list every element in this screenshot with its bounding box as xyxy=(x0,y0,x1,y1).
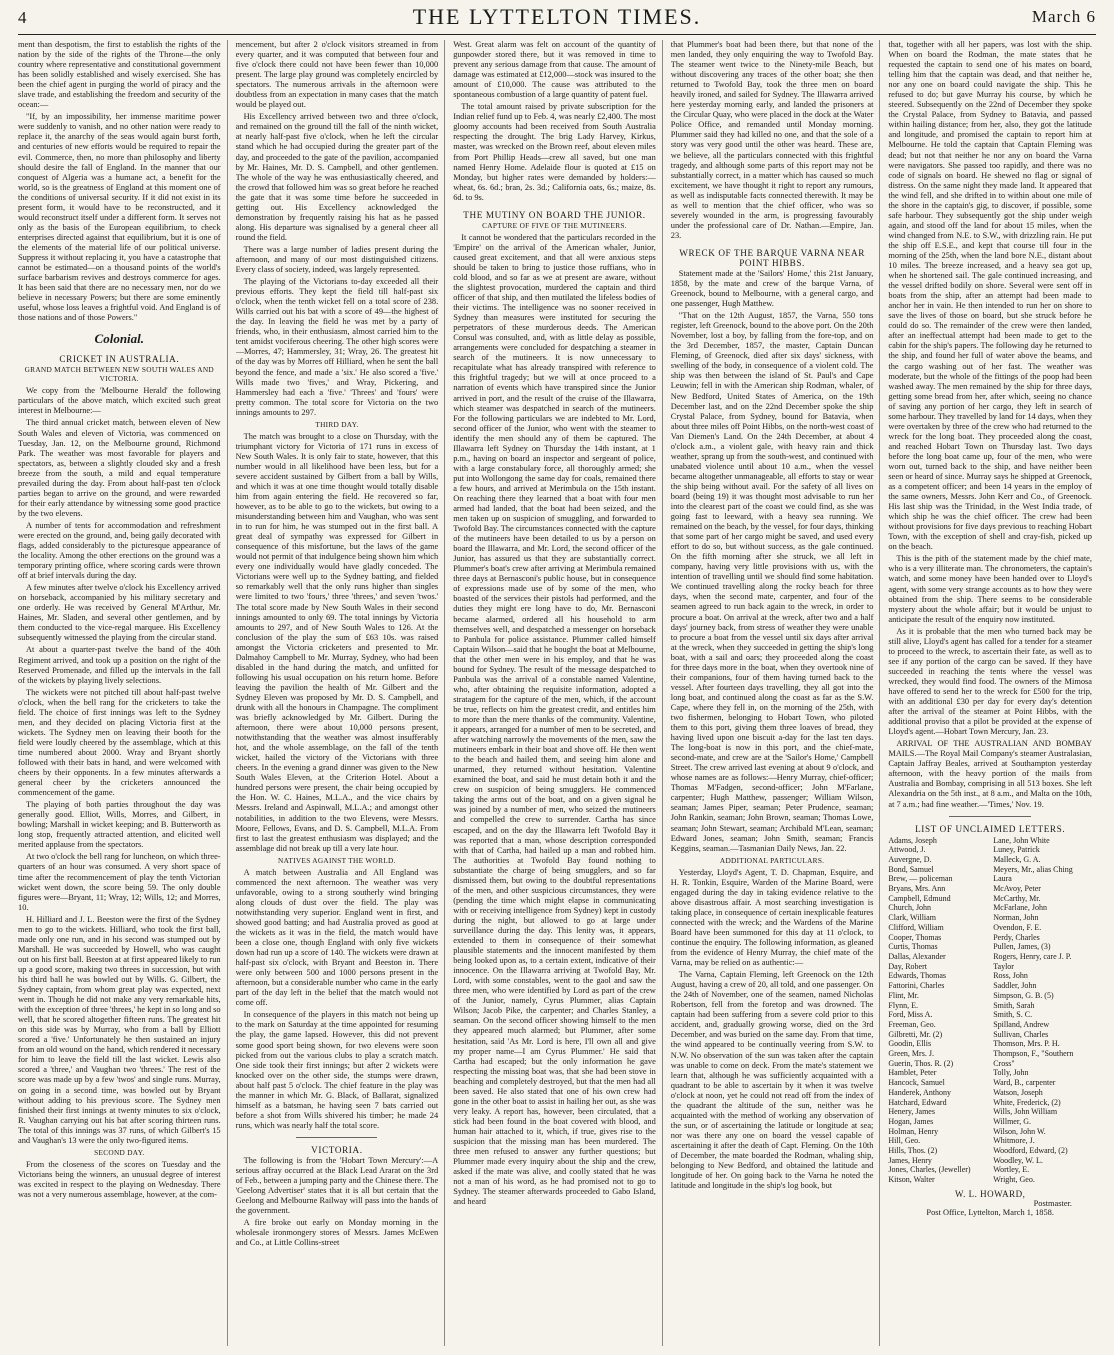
list-item: Flint, Mr. xyxy=(888,990,919,1000)
list-item: Jones, Charles, (Jeweller) xyxy=(888,1165,971,1175)
newspaper-columns xyxy=(18,40,1098,1346)
list-item: Freeman, Geo. xyxy=(888,1019,936,1029)
paragraph: The following is from the 'Hobart Town Mercury':—A serious affray occurred at the Black Lead Ararat on the 3rd of Feb., between a jumping party and the Chinese there. The 'Geelong Advertiser' states that it is all but certain that the Geelong and Melbourne Railway will pass into the hands of the government. xyxy=(235,1155,439,1216)
newspaper-title: THE LYTTELTON TIMES. xyxy=(412,4,702,29)
headline-mutiny: THE MUTINY ON BOARD THE JUNIOR. xyxy=(463,209,646,220)
list-item: Brew, — policeman xyxy=(888,874,953,884)
list-item: Woodley, W. L. xyxy=(993,1155,1043,1165)
paragraph: At two o'clock the bell rang for luncheon, on which three-quarters of an hour was consumed. A very short space of time after the recommencement of play the tenth Victorian wicket went down, the score being 59. The only double figures were—Bryant, 11; Wray, 12; Wills, 12; and Morres, 10. xyxy=(18,852,221,912)
list-item: Rogers, Henry, care J. P. Taylor xyxy=(993,952,1072,971)
column-5 xyxy=(888,40,1098,1346)
list-item: Whitmore, J. xyxy=(993,1136,1035,1146)
subheadline-additional: ADDITIONAL PARTICULARS. xyxy=(719,855,825,865)
list-item: Cooper, Thomas xyxy=(888,932,942,942)
subheadline-third-day: THIRD DAY. xyxy=(315,419,359,429)
paragraph: A few minutes after twelve o'clock his Excellency arrived on horseback, accompanied by his military secretary and one orderly. He was received by General M'Arthur, Mr. Haines, Mr. Sladen, and several other gentlemen, and by them conducted to the vice-regal marquee. His Excellency subsequently witnessed the playing from the circular stand. xyxy=(18,583,221,643)
paragraph: The wickets were not pitched till about half-past twelve o'clock, when the bell rang for the cricketers to take the field. The choice of first innings was left to the Sydney men, and they decided on placing Victoria first at the wickets. The Sydney men on leaving their booth for the field were loudly cheered by the assemblage, which at this time numbered about 2000. Wray and Bryant shortly followed with their bats in hand, and were welcomed with cheers by their opponents. In a few minutes afterwards a general cheer by the cricketers announced the commencement of the game. xyxy=(18,687,221,798)
list-item: Malleck, G. A. xyxy=(993,854,1041,864)
list-item: Edwards, Thomas xyxy=(888,971,947,981)
article-england-intro xyxy=(18,40,221,323)
paragraph: The match was brought to a close on Thursday, with the triumphant victory for Victoria of 171 runs in excess of New South Wales. It is only fair to state, however, that this number would in all likelihood have been less, but for a severe accident sustained by Gilbert from a ball by Wills, and which it was at one time thought would totally disable him from again entering the field. He recovered so far, however, as to be able to go to the wickets, but owing to a misunderstanding between him and Vaughan, who was sent in to run for him, he was stumped out in the first ball. A great deal of sympathy was expressed for Gilbert in consequence of this misfortune, but the laws of the game would not permit of that indulgence being shown him which every one individually would have gladly conceded. The Victorians were well up to the Sydney batting, and fielded so remarkably well that the only runs higher than singles were limited to two 'fours,' three 'threes,' and seven 'twos.' The total score made by New South Wales in their second innings amounted to only 69. The total innings by Victoria amounts to 297, and of New South Wales to 126. At the conclusion of the play the sum of £63 10s. was raised amongst the Victoria cricketers and presented to Mr. Dalmahoy Campbell to Mr. Murray, Sydney, who had been disabled in the hand during the match, and unfitted for following his usual occupation on his return home. Before leaving the pavilion the health of Mr. Gilbert and the Sydney Eleven was proposed by Mr. D. S. Campbell, and drunk with all the honours in Champagne. The compliment was briefly acknowledged by Mr. Gilbert. During the afternoon, there were about 10,000 persons present, notwithstanding that the weather was almost insufferably hot, and the whole assemblage, on the fall of the tenth wicket, hailed the victory of the Victorians with three cheers. In the evening a grand dinner was given to the New South Wales Eleven, at the Criterion Hotel. About a hundred persons were present, the chair being occupied by the Hon. W. C. Haines, M.L.A., and the vice chairs by Messrs. Ireland and Aspinwall, M.L.A.; and amongst other notabilities, in addition to the two Elevens, were Messrs. Moore, Fellows, Evans, and D. S. Campbell, M.L.A. From first to last the greatest enthusiasm was displayed; and the assemblage did not break up till a very late hour. xyxy=(235,431,439,853)
paragraph: The Varna, Captain Fleming, left Greenock on the 12th August, having a crew of 20, all told, and one passenger. On the 24th of November, one of the seamen, named Nicholas Robertson, fell from the foretop and was drowned. The captain had been suffering from a severe cold prior to this accident, and, gradually growing worse, died on the 3rd December, and was buried on the same day. From that time, the wind appeared to be continually veering from S.W. to N.W. No observation of the sun was taken after the captain was unable to come on deck. From the mate's statement we learn that, although he was sufficiently acquainted with a quadrant to be able to ascertain by it when it was twelve o'clock at noon, yet he could not read off from the index of the quadrant the altitude of the sun, neither was he acquainted with the method of working any observation of the sun, or of ascertaining the latitude or longitude at sea; nor was there any one on board the vessel capable of ascertaining it after the death of Capt. Fleming. On the 10th of December, the mate boarded the Rodman, whaling ship, belonging to New Bedford, and obtained the latitude and longitude of her. On going back to the Varna he noted the latitude and longitude in the ship's log book, but xyxy=(670,970,874,1191)
list-item: Hills, Thos. (2) xyxy=(888,1146,938,1156)
list-item: Green, Mrs. J. xyxy=(888,1049,934,1059)
paragraph-mails xyxy=(888,739,1092,809)
list-item: Smith, Sarah xyxy=(993,1000,1035,1010)
list-item: Thomson, Mrs. P. H. xyxy=(993,1039,1060,1049)
list-item: Smith, S. C. xyxy=(993,1010,1033,1020)
list-item: Guerin, Thos. R. (2) xyxy=(888,1058,954,1068)
list-item: Auvergne, D. xyxy=(888,854,932,864)
list-item: Clifford, William xyxy=(888,922,944,932)
paragraph: The playing of the Victorians to-day exceeded all their previous efforts. They kept the field till half-past six o'clock, when the tenth wicket fell on a total score of 238. Wills carried out his bat with a score of 49—the highest of the day. In leaving the field he was met by a party of friends, who, in their enthusiasm, almost carried him to the tent amidst vociferous cheering. The other high scores were—Morres, 47; Hammersley, 31; Wray, 26. The greatest hit of the day was by Morres off Hilliard, when he sent the ball beyond the fence, and made a 'six.' He also scored a 'five.' Wills made two 'fives,' and Wray, Pickering, and Hammersley had each a 'five.' 'Threes' and 'fours' were pretty common. The total score for Victoria on the two innings amounts to 297. xyxy=(235,277,439,417)
list-item: Ross, John xyxy=(993,971,1028,981)
list-item: Saddler, John xyxy=(993,981,1037,991)
paragraph: As it is probable that the men who turned back may be still alive, Lloyd's agent has called for a tender for a steamer to proceed to the wreck, to ascertain their fate, as well as to see if any portion of the cargo can be saved. If they have succeeded in reaching the tents where the vessel was wrecked, they would find food. The owners of the Mimosa have offered to send her to the wreck for £500 for the trip, with an additional £30 per day for every day's detention after the arrival of the steamer at Point Hibbs, with the additional proviso that a pilot be provided at the expense of Lloyd's agent.—Hobart Town Mercury, Jan. 23. xyxy=(888,626,1092,737)
mails-heading: ARRIVAL OF THE AUSTRALIAN AND BOMBAY MAILS. xyxy=(888,739,1092,759)
paragraph: From the closeness of the scores on Tuesday and the Victorians being the winners, an unusual degree of interest was excited in respect to the playing on Wednesday. There was not a very numerous assemblage, however, at the com- xyxy=(18,1159,221,1199)
signature-title: Postmaster. xyxy=(1033,1198,1072,1208)
list-item: Hancock, Samuel xyxy=(888,1078,945,1088)
list-item: Handerek, Anthony xyxy=(888,1087,952,1097)
list-item: Bond, Samuel xyxy=(888,864,934,874)
list-item: Simpson, G. B. (5) xyxy=(993,990,1054,1000)
issue-date: March 6 xyxy=(1031,7,1096,26)
list-item: Ovendon, F. E. xyxy=(993,922,1042,932)
list-item: Gilbretti, Mr. (2) xyxy=(888,1029,943,1039)
list-item: Clark, William xyxy=(888,913,936,923)
list-item: Fattorini, Charles xyxy=(888,981,945,991)
list-item: Watson, Joseph xyxy=(993,1087,1043,1097)
letters-list-left xyxy=(888,836,987,1185)
list-item: Wilson, John W. xyxy=(993,1126,1046,1136)
list-item: Hogan, James xyxy=(888,1116,934,1126)
headline-varna-wreck: WRECK OF THE BARQUE VARNA NEAR POINT HIBBS. xyxy=(679,247,865,268)
paragraph: There was a large number of ladies present during the afternoon, and many of our most distinguished citizens. Every class of society, indeed, was largely represented. xyxy=(235,244,439,275)
list-item: Kitson, Walter xyxy=(888,1175,935,1185)
headline-unclaimed-letters: LIST OF UNCLAIMED LETTERS. xyxy=(915,823,1066,834)
list-item: Meyers, Mr., alias Ching Laura xyxy=(993,864,1073,884)
list-item: Norman, John xyxy=(993,913,1039,923)
section-heading-colonial: Colonial. xyxy=(94,331,145,347)
paragraph: The third annual cricket match, between eleven of New South Wales and eleven of Victoria, was commenced on Tuesday, Jan. 12, on the Melbourne ground, Richmond Park. The weather was most favorable for players and spectators, as, between a slightly clouded sky and a fresh breeze from the south, a mild and equal temperature prevailed during the day. From about half-past ten o'clock parties began to arrive on the ground, and were rewarded for their early attendance by witnessing some good practice by the two elevens. xyxy=(18,418,221,518)
list-item: Perdy, Charles xyxy=(993,932,1040,942)
list-item: Bryans, Mrs. Ann xyxy=(888,884,946,894)
paragraph: ment than despotism, the first to establish the rights of the nation by the side of the rights of the Throne—the only country where representative and constitutional government has been solidly established and wisely exercised. She has been the chief agent in purging the world of piracy and the slave trade, and establishing the freedom and security of the ocean:— xyxy=(18,40,221,110)
paragraph: At about a quarter-past twelve the band of the 40th Regiment arrived, and took up a position on the right of the Reserved Promenade, and filled up the intervals in the fall of the wickets by playing lively selections. xyxy=(18,645,221,685)
article-cricket xyxy=(18,386,221,1145)
paragraph: that, together with all her papers, was lost with the ship. When on board the Rodman, the mate states that he requested the captain to send one of his mates on board, telling him that the captain was dead, and that neither he, nor any one on board could navigate the ship. This he refused to do; but gave Murray his course, by which he steered. Subsequently on the 22nd of December they spoke the Crystal Palace, from Sydney to Batavia, and passed within hailing distance; from her, also, they got the latitude and longitude, and promised the captain to report him at Melbourne. He told the captain that Captain Fleming was dead; but not that neither he nor any on board the Varna were navigators. She passed too rapidly, and there was no code of signals on board. He shewed no flag or signal of distress. On the same night they made land. It appeared that the wind fell, and she drifted in to within about one mile of the shore in the captain's gig, to discover, if possible, some safe harbour. They subsequently got the ship under weigh again, and stood off the land for about 15 miles, when the wind changed from N.E. to S.W., with drizzling rain. He put the ship off E.S.E., and kept that course till four in the morning of the 25th, when the land bore N.E., distant about 10 miles. The breeze increased, and a heavy sea got up, when he shortened sail. The gale continued increasing, and the vessel drifted bodily on shore. Several were sent off in boats from the ship, after an attempt had been made to anchor her in vain. He then intended to run her on shore to save the lives of those on board, but she struck before he could do so. The remainder of the crew were then landed, after an ineffectual attempt had been made to get to the cabin for the ship's papers. The following day he returned to the ship, and found her full of water above the beams, and the cargo washing out of her fast. The weather was moderate, but the whole of the fittings of the poop had been washed away. The men remained by the ship for three days, getting some bread from her, after which, seeing no chance of saving any portion of her cargo, they left in search of some harbour. They travelled by land for 14 days, when they were overtaken by three of the crew who had returned to the wreck for the long boat. They proceeded along the coast, and reached Hobart Town on Thursday last. Two days before the long boat came up, four of the men, who were worn out, turned back to the ship, and have neither been seen or heard of since. Murray says he shipped at Greenock, as a competent officer; and been 14 years in the employ of the same owners, Messrs. John Kerr and Co., of Greenock. His last ship was the Trinidad, in the West India trade, of which ship he was the chief officer. The crew had been without provisions for five days previous to reaching Hobart Town, with the exception of shell and cray-fish, picked up on the beach. xyxy=(888,40,1092,552)
column-1 xyxy=(18,40,228,1346)
list-item: Spilland, Andrew xyxy=(993,1019,1050,1029)
list-item: Church, John xyxy=(888,903,932,913)
subheadline-mutiny: CAPTURE OF FIVE OF THE MUTINEERS. xyxy=(482,220,627,230)
paragraph: A fire broke out early on Monday morning in the wholesale ironmongery stores of Messrs. James McEwen and Co., at Little Collins-street xyxy=(235,1218,439,1248)
list-item: Day, Robert xyxy=(888,961,927,971)
paragraph: mencement, but after 2 o'clock visitors streamed in from every quarter, and it was computed that between four and five o'clock there could not have been fewer than 10,000 present. The large play ground was completely encircled by spectators. The numerous arrivals in the afternoon were doubtless from an expectation in many cases that the match would be played out. xyxy=(235,40,439,110)
list-item: Tolly, John xyxy=(993,1068,1029,1078)
divider xyxy=(949,816,1030,817)
list-item: Attwood, J. xyxy=(888,845,926,855)
paragraph: Statement made at the 'Sailors' Home,' this 21st January, 1858, by the mate and crew of the barque Varna, of Greenock, bound to Melbourne, with a general cargo, and one passenger, Hugh Matthew. xyxy=(670,268,874,309)
paragraph: His Excellency arrived between two and three o'clock, and remained on the ground till the fall of the ninth wicket, at nearly half-past five o'clock, when he left the circular stand which he had occupied during the greater part of the day, and proceeded to the gate of the pavilion, accompanied by Mr. Haines, Mr. D. S. Campbell, and other gentlemen. The whole of the way he was enthusiastically cheered, and the crowd that followed him was so great before he reached the gate that it was some time before he succeeded in getting out. His Excellency acknowledged the demonstration by frequently raising his hat as he passed along. His departure was signalised by a general cheer all round the field. xyxy=(235,112,439,242)
signature-name: W. L. HOWARD, xyxy=(954,1188,1026,1199)
subheadline-second-day: SECOND DAY. xyxy=(94,1147,145,1157)
paragraph: West. Great alarm was felt on account of the quantity of gunpowder stored there, but it was removed in time to prevent any serious damage from that cause. The amount of damage was estimated at £12,000—stock was insured to the amount of £10,000. The cause was attributed to the spontaneous combustion of a large quantity of patent fuel. xyxy=(453,40,656,100)
paragraph: A match between Australia and All England was commenced the next afternoon. The weather was very unfavorable, owing to a strong southerly wind bringing along clouds of dust over the field. The play was notwithstanding very superior. England went in first, and showed good batting; and had Australia proved as good at the wickets as it was in the field, the match would have been a close one, though England with only five wickets down had run up a score of 140. The wickets were drawn at half-past six o'clock, with Bryant and Beeston in. There were only between 500 and 1000 persons present in the afternoon, but a considerable number who came in the early part of the day left in the belief that the match would not come off. xyxy=(235,867,439,1008)
list-item: Dallas, Alexander xyxy=(888,952,946,961)
list-item: Ford, Miss A. xyxy=(888,1010,933,1020)
list-item: Adams, Joseph xyxy=(888,835,937,845)
list-item: Luney, Patrick xyxy=(993,845,1040,855)
list-item: McFarlane, John xyxy=(993,903,1047,913)
paragraph: A number of tents for accommodation and refreshment were erected on the ground, and, being gaily decorated with flags, added considerably to the picturesque appearance of the locality. Among the other erections on the ground was a temporary printing office, where scoring cards were thrown off at brief intervals during the day. xyxy=(18,520,221,581)
list-item: Hill, Geo. xyxy=(888,1136,921,1146)
signature-place: Post Office, Lyttelton, March 1, 1858. xyxy=(926,1207,1054,1217)
paragraph: that Plummer's boat had been there, but that none of the men landed, they only enquiring the way to Twofold Bay. The steamer went twice to the Ninety-mile Beach, but without discovering any traces of the other boat; she then returned to Twofold Bay, took the three men on board heavily ironed, and sailed for Sydney. The Illawarra arrived here yesterday morning early, and landed the prisoners at the Circular Quay, who were placed in the dock at the Water Police Office, and remanded until Monday morning. Plummer said they had killed no one, and that the sole of a story was very good until the other was heard. These are, we believe, all the particulars connected with this frightful tragedy, and although some parts of this report may not be substantially correct, in a matter which has caused so much excitement, we have thought it right to report any rumours, as well as indisputable facts connected therewith. It may be as well to mention that the chief officer, who was so severely wounded in the arm, is progressing favourably under the professional care of Dr. Nathan.—Empire, Jan. 23. xyxy=(670,40,874,240)
list-item: Curtis, Thomas xyxy=(888,942,938,952)
column-3 xyxy=(453,40,663,1346)
column-4 xyxy=(671,40,881,1346)
list-item: McCarthy, Mr. xyxy=(993,893,1041,903)
paragraph: It cannot be wondered that the particulars recorded in the 'Empire' on the arrival of the American whaler, Junior, caused great excitement, and that all were anxious steps should be taken to bring to justice those ruffians, who in cold blood, and so far as we at present are aware, without the slightest provocation, murdered the captain and third officer of that ship, and then mutilated the lifeless bodies of their victims. The intelligence was no sooner received in Sydney than measures were instituted for securing the perpetrators of these murderous deeds. The American Consul was consulted, and, with as little delay as possible, arrangements were concluded for despatching a steamer in search of the mutineers. It is now unnecessary to recapitulate what has already transpired with reference to this frightful tragedy; but we will at once proceed to a narration of events which have transpired since the Junior arrived in port, and the result of the cruise of the Illawarra, which steamer was despatched in search of the mutineers. For the following particulars we are indebted to Mr. Lord, second officer of the Junior, who went with the steamer to identify the men should any of them be captured. The Illawarra left Sydney on Thursday the 14th instant, at 1 p.m., having on board an inspector and sergeant of police, with a large constabulary force, all thoroughly armed; she put into Wollongong the same day for coals, remained there a few hours, and arrived at Merimbula on the 15th instant. On reaching there they learned that a boat with four men armed had landed, that the boat had been seized, and the men taken up on suspicion of smuggling, and forwarded to Twofold Bay. The circumstances connected with the capture of the mutineers have been detailed to us by a person on board the Illawarra, and Mr. Lord, the second officer of the Junior, has assured us that they are substantially correct. Plummer's boat's crew after arriving at Merimbula remained three days at Bernasconi's public house, but in consequence of expressions made use of by some of the men, who boasted of the services their pistols had performed, and the duties they might ere long have to do, Mr. Bernasconi became alarmed, ordered all his household to arm themselves well, and despatched a messenger on horseback to Panbula for police assistance. Plummer called himself Captain Wilson—said that he bought the boat at Melbourne, that the other men were in his employ, and that he was bound for Sydney. The result of the message despatched to Panbula was the arrival of a constable named Valentine, who, after obtaining the requisite information, adopted a stratagem for the capture of the men, which, if the account be true, reflects on him the greatest credit, and entitles him to more than the mere thanks of the community. Valentine, it appears, arranged for a number of men to be secreted, and after watching narrowly the movements of the men, saw the mutineers embark in their boat and shove off. He then went to the beach and hailed them, and seeing him alone and unarmed, they returned without hesitation. Valentine examined the boat, and said he must detain both it and the crew on suspicion of being smugglers. He commenced taking the arms out of the boat, and on a given signal he was joined by a number of men, who seized the mutineers and compelled the crew to surrender. Cartha has since escaped, and on the day the Illawarra left Twofold Bay it was reported that a man, whose description corresponded with that of Cartha, had hailed up a man and robbed him. The authorities at Twofold Bay found nothing to substantiate the charge of being smugglers, and so far dismissed them, but owing to the doubtful representations of the men, and other suspicious circumstances, they were (pending the time which might elapse in communicating with or receiving intelligence from Sydney) kept in custody during the night, but allowed to go at large under surveillance during the day. This lenity was, it appears, extended to them in consequence of their somewhat plausible statements and the innocent manifested by them being looked upon as, to a certain extent, indicative of their innocence. On the Illawarra arriving at Twofold Bay, Mr. Lord, with some constables, went to the gaol and saw the three men, who were identified by Lord as part of the crew of the Junior, namely, Cyrus Plummer, alias Captain Wilson; Jacob Pike, the carpenter; and Charles Stanley, a seaman. On the second officer showing himself to the men they appeared much alarmed; but Plummer, after some hesitation, said 'As Mr. Lord is here, I'll own all and give my proper name—I am Cyrus Plummer.' He said that Cartha had escaped; but the only information he gave respecting the missing boat was, that she had been stove in beaching and completely destroyed, but that the men had all been saved. He also stated that one of his own crew had gone in the other boat to assist in hailing her out, as she was very leaky. A report has, however, been circulated, that a stick had been found in the boat covered with blood, and human hair attached to it, which, if true, gives rise to the suspicion that the missing man has been murdered. The three men refused to answer any further questions; but Plummer made every inquiry about the ship and the crew, asked if the mate was alive, and coolly stated that he was not a man of his word, as he had promised not to go to Sydney. The steamer afterwards proceeded to Gabo Island, and heard xyxy=(453,232,656,1207)
letters-list xyxy=(888,836,1092,1185)
paragraph: This is the pith of the statement made by the chief mate, who is a very illiterate man. The chronometers, the captain's watch, and some money have been handed over to Lloyd's agent, with some very strange accounts as to how they were obtained from the ship. There seems to be considerable mystery about the whole affair; but it would be unjust to anticipate the result of the enquiry now instituted. xyxy=(888,554,1092,624)
list-item: Willmer, G. xyxy=(993,1116,1031,1126)
list-item: Hatchard, Edward xyxy=(888,1097,947,1107)
list-item: Henery, James xyxy=(888,1107,935,1117)
list-item: Goodin, Ellis xyxy=(888,1039,932,1049)
list-item: Holman, Henry xyxy=(888,1126,939,1136)
list-item: White, Frederick, (2) xyxy=(993,1097,1061,1107)
list-item: Lane, John White xyxy=(993,835,1050,845)
paragraph: The total amount raised by private subscription for the Indian relief fund up to Feb. 4, was nearly £2,400. The most gloomy accounts had been received from South Australia respecting the drought. The brig Lady Harvey, Kirkus, master, was wrecked on the Brown reef, about eleven miles from Port Phillip Heads—crew all saved, but one man named Henry Home. Adelaide flour is quoted at £15 on Monday, but higher rates were demanded by holders:—wheat, 6s. 6d.; bran, 2s. 3d.; California oats, 6s.; maize, 8s. 6d. to 9s. xyxy=(453,102,656,202)
list-item: McAvoy, Peter xyxy=(993,884,1041,894)
masthead xyxy=(18,4,1096,35)
paragraph: In consequence of the players in this match not being up to the mark on Saturday at the time appointed for resuming the play, the game lapsed. However, this did not prevent some good sport being shown, for two elevens were soon picked from out the various clubs to play a scratch match. One side took their first innings; but after 2 wickets were knocked over on the other side, the stumps were drawn, about half past 5 o'clock. The chief feature in the play was the manner in which Mr. G. Black, of Ballarat, signalized himself as a batsman, he having seen 7 bats carried out before a shot from Wills shivered his timber; he made 24 runs, which was nearly half the total score. xyxy=(235,1010,439,1130)
list-item: Woodford, Edward, (2) xyxy=(993,1146,1068,1156)
paragraph: We copy from the 'Melbourne Herald' the following particulars of the above match, which excited such great interest in Melbourne:— xyxy=(18,386,221,416)
list-item: Flynn, E. xyxy=(888,1000,918,1010)
list-item: Pullen, James, (3) xyxy=(993,942,1051,952)
headline-victoria: VICTORIA. xyxy=(311,1144,363,1155)
list-item: Campbell, Edmund xyxy=(888,893,951,903)
headline-cricket: CRICKET IN AUSTRALIA. xyxy=(59,354,180,365)
list-item: Wright, Geo. xyxy=(993,1175,1035,1185)
page-number: 4 xyxy=(18,8,27,27)
divider xyxy=(296,1137,377,1138)
paragraph: "That on the 12th August, 1857, the Varna, 550 tons register, left Greenock, bound to the above port. On the 20th November, lost a boy, by falling from the fore-top, and on the 3rd December, 1857, the master, Captain Duncan Fleming, of Greenock, died after six days' sickness, with swelling of the body, in consequence of a violent cold. The ship was then between the island of St. Paul's and Cape Leuwin; fell in with the American ship Rodman, whaler, of New Bedford, United States of America, on the 19th December last, and on the 22nd December spoke the ship Crystal Palace, from Sydney, bound for Batavia, when about three miles off Point Hibbs, on the north-west coast of Van Diemen's Land. On the 24th December, at about 4 o'clock a.m., a violent gale, with heavy rain and thick weather, sprang up from the south-west, and continued with unabated violence until about 10 a.m., when the vessel became altogether unmanageable, all efforts to stay or wear the ship being without avail. For the safety of all lives on board (being 19) it was thought most advisable to run her into the clearest part of the coast we could find, as she was going fast to leeward, with a heavy sea running. We remained on the beach, by the vessel, for four days, thinking that some part of her cargo might be saved, and used every effort to do so, but without success, as the gale continued. On the fifth morning after she struck, we all left in company, having very little provisions with us, with the intention of travelling until we should find some habitation. We continued travelling along the rocky beach for three days, when the second mate, carpenter, and four of the seamen agreed to run back again to the wreck, in order to procure a boat. On arrival at the wreck, after two and a half days' journey back, from stress of weather they were unable to procure a boat from the vessel until six days after arrival at the wreck, when they succeeded in getting the ship's long boat, with a sail and oars; they proceeded along the coast for three days more in the boat, when they overtook nine of their companions, four of them having turned back to the vessel. After fourteen days travelling, they all got into the long boat, and continued along the coast as far as the S.W. Cape, where they fell in, on the morning of the 25th, with two fishermen, belonging to Hobart Town, who piloted them to this port, giving them three loaves of bread, they having lived upon one biscuit a-day for the last ten days. The long-boat is now in this port, and the chief-mate, second-mate, and crew are at the 'Sailor's Home,' Campbell Street. The crew arrived last evening at about 9 o'clock, and whose names are as follows:—Henry Murray, chief-officer; Thomas M'Fadgen, second-officer; John M'Farlane, carpenter; Hugh Matthew, passenger; William Wilson, seaman; James Piper, seaman; Peter Prudence, seaman; John Rankin, seaman; John Brown, seaman; Thomas Lowe, seaman; John Stewart, seaman; Archibald M'Lean, seaman; Edward Jones, seaman; John Smith, seaman; Francis Keggins, seaman.—Tasmanian Daily News, Jan. 22. xyxy=(670,311,874,853)
paragraph: The playing of both parties throughout the day was generally good. Elliot, Wills, Morres, and Gilbert, in bowling; Marshall in wicket keeping; and B. Butterworth as long stop, frequently attracted attention, and elicited well merited applause from the spectators. xyxy=(18,800,221,850)
list-item: Sullivan, Charles xyxy=(993,1029,1049,1039)
list-item: Ward, B., carpenter xyxy=(993,1078,1056,1088)
column-2 xyxy=(236,40,446,1346)
list-item: Wills, John William xyxy=(993,1107,1058,1117)
list-item: James, Henry xyxy=(888,1155,932,1165)
letters-list-right xyxy=(993,836,1092,1185)
list-item: Wortley, E. xyxy=(993,1165,1030,1175)
subheadline-cricket: GRAND MATCH BETWEEN NEW SOUTH WALES AND VICTORIA. xyxy=(24,365,214,384)
list-item: Hamblet, Peter xyxy=(888,1068,937,1078)
list-item: Thompson, F., "Southern Cross" xyxy=(993,1049,1074,1068)
paragraph: H. Hilliard and J. L. Beeston were the first of the Sydney men to go to the wickets. Hilliard, who took the first ball, made only one run, and in his second was stumped out by Marshall. He was succeeded by Howell, who was caught out on his first ball. Beeston at at first appeared likely to run up a good score, making two threes in succession, but with his third ball he was bowled out by Wills. G. Gilbert, the Sydney captain, from whom great play was expected, next went in. Though he did not make any very remarkable hits, with the exception of three 'threes,' he kept in so long and so well, that he scored altogether fifteen runs. The greatest hit on this side was by Murray, who from a ball by Elliott scored a 'five.' Unfortunately he then sustained an injury from an old wound on the hand, which rendered it necessary for him to leave the field till the last wicket. Lewis also scored a 'three,' and Vaughan two 'threes.' The rest of the score was made up by a few 'twos' and single runs. Murray, on going in a second time, was bowled out by Bryant without adding to his previous score. The Sydney men finished their first innings at twenty minutes to six o'clock, R. Vaughan carrying out his bat after scoring thirteen runs. The total of this innings was 37 runs, of which Gilbert's 15 and Vaughan's 13 were the only two-figured items. xyxy=(18,914,221,1145)
paragraph: "If, by an impossibility, her immense maritime power were suddenly to vanish, and no other nation were ready to replace it, the anarchy of the seas would again burst forth, and centuries of new efforts would be required to repair the evil. Commerce, then, no more than philosophy and liberty should desire the fall of England. In the manner that our conquest of Algeria was a humane act, a benefit for the world, so is the greatness of England at this moment one of the conditions of universal security. If it did not exist in its present form, it would have to be reconstructed, and it would reconstruct itself under a different form. It serves not only as the basis of the European equilibrium, to check enterprises directed against that equilibrium, but it is one of the elements of the material life of our political universe. Suppress it without replacing it, you have a catastrophe that cannot be estimated—on a thousand points of the world's surface barbarism revives and destroys commerce for ages. It has been said that there are no necessary men, nor do we believe in necessary Powers; but there are some eminently useful, whose loss leaves a frightful void. And England is of those nations and of those Powers." xyxy=(18,112,221,323)
paragraph: Yesterday, Lloyd's Agent, T. D. Chapman, Esquire, and H. R. Tonkin, Esquire, Warden of the Marine Board, were engaged during the day in taking evidence relative to the above disastrous affair. A most searching investigation is taking place, in consequence of certain inexplicable features connected with the wreck; and the Wardens of the Marine Board have been summoned for this day at 11 o'clock, to continue the enquiry. The following information, as gleaned from the evidence of Henry Murray, the chief mate of the Varna, may be relied on as authentic:— xyxy=(670,867,874,968)
subheadline-natives: NATIVES AGAINST THE WORLD. xyxy=(278,855,396,865)
mails-text: —The Royal Mail Company's steamer Australasian, Captain Jaffray Beales, arrived at Southampton yesterday afternoon, with the heavy portion of the mails from Australia and Bombay, comprising in all 513 boxes. She left Alexandria on the 5th inst., at 8 a.m., and Malta on the 10th, at 7 a.m.; had fine weather.—'Times,' Nov. 19. xyxy=(888,749,1092,809)
